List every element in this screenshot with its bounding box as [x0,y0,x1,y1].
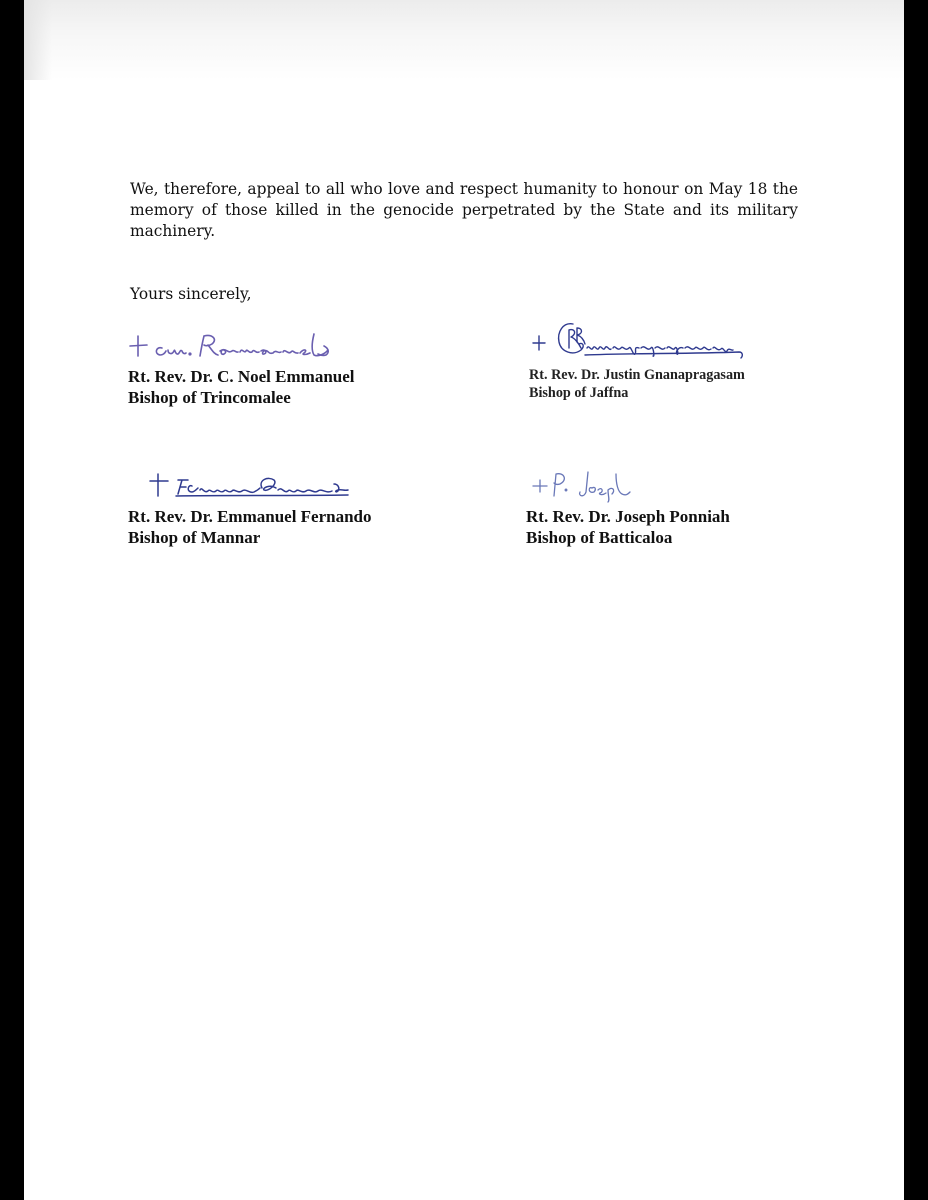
signatory-name: Rt. Rev. Dr. Joseph Ponniah [526,507,730,526]
handwritten-signature-ponniah [526,466,746,506]
signature-block-batticaloa [526,466,746,548]
signature-block-jaffna [529,318,769,402]
signature-block-mannar [128,466,378,548]
signatory-name: Rt. Rev. Dr. C. Noel Emmanuel [128,367,355,386]
document-page [24,0,904,1200]
signatory-name: Rt. Rev. Dr. Justin Gnanapragasam [529,367,745,383]
handwritten-signature-gnanapragasam [529,318,769,366]
signatory-name: Rt. Rev. Dr. Emmanuel Fernando [128,507,372,526]
signature-block-trincomalee [128,326,358,408]
viewer-right-border [904,0,928,1200]
appeal-paragraph: We, therefore, appeal to all who love and respect humanity to honour on May 18 the memory of those killed in the genocide perpetrated by the State and its military machinery. [130,180,798,240]
signatory-title: Bishop of Trincomalee [128,388,291,407]
signatory-title: Bishop of Mannar [128,528,261,547]
page-top-shadow [24,0,904,80]
page-corner-shadow [24,0,52,80]
handwritten-signature-fernando [128,466,378,506]
signatory-title: Bishop of Jaffna [529,385,629,401]
signatory-title: Bishop of Batticaloa [526,528,673,547]
closing-salutation: Yours sincerely, [130,285,252,303]
handwritten-signature-emmanuel [128,326,358,366]
